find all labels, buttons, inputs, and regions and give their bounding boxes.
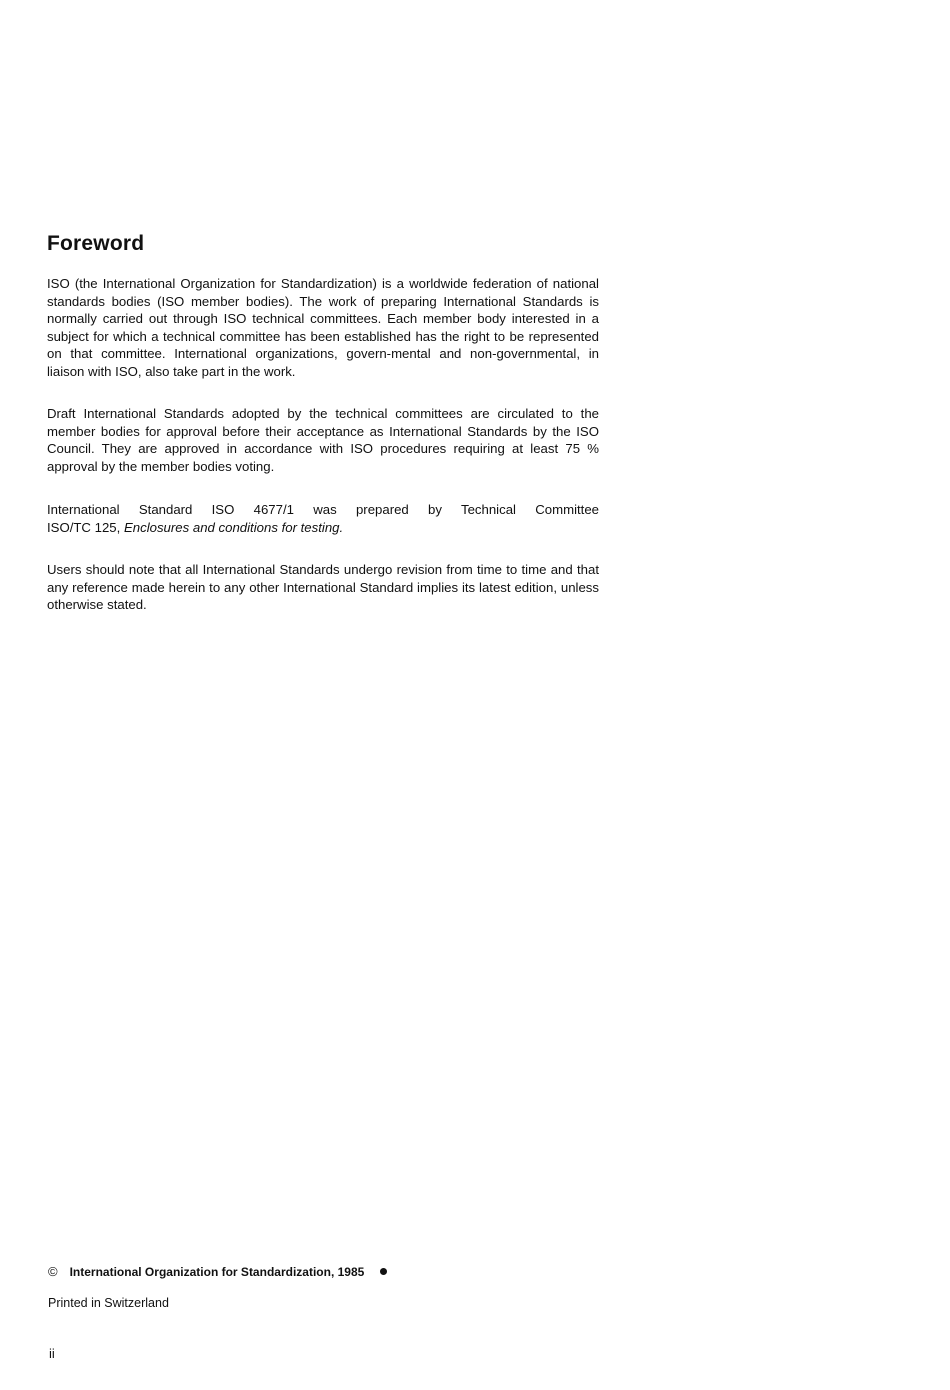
standard-prepared-line: International Standard ISO 4677/1 was prepared by Technical Committee [47, 502, 599, 517]
printed-in: Printed in Switzerland [48, 1296, 169, 1310]
bullet-icon [380, 1268, 387, 1275]
foreword-heading: Foreword [47, 232, 145, 255]
copyright-notice [48, 1264, 387, 1279]
committee-title: Enclosures and conditions for testing. [123, 519, 344, 535]
foreword-paragraph-4: Users should note that all International Standards undergo revision from time to time and that any reference made herein to any other International Standard implies its latest edition, unless otherwise stated. [47, 562, 599, 613]
foreword-paragraph-2: Draft International Standards adopted by the technical committees are circulated to the member bodies for approval before their acceptance as International Standards by the ISO Council. They are approved in accordance with ISO procedures requiring at least 75 % approval by the member bodies voting. [47, 406, 599, 474]
foreword-paragraph-1: ISO (the International Organization for Standardization) is a worldwide federation of national standards bodies (ISO member bodies). The work of preparing International Standards is normally carried out through ISO technical committees. Each member body interested in a subject for which a technical committee has been established has the right to be represented on that committee. International organizations, govern-mental and non-governmental, in liaison with ISO, also take part in the work. [47, 276, 599, 379]
foreword-paragraph-3 [47, 501, 599, 536]
committee-id: ISO/TC 125, [47, 519, 121, 535]
page-number: ii [49, 1346, 55, 1361]
copyright-symbol: © [48, 1264, 58, 1279]
copyright-text: International Organization for Standardization, 1985 [69, 1264, 365, 1279]
